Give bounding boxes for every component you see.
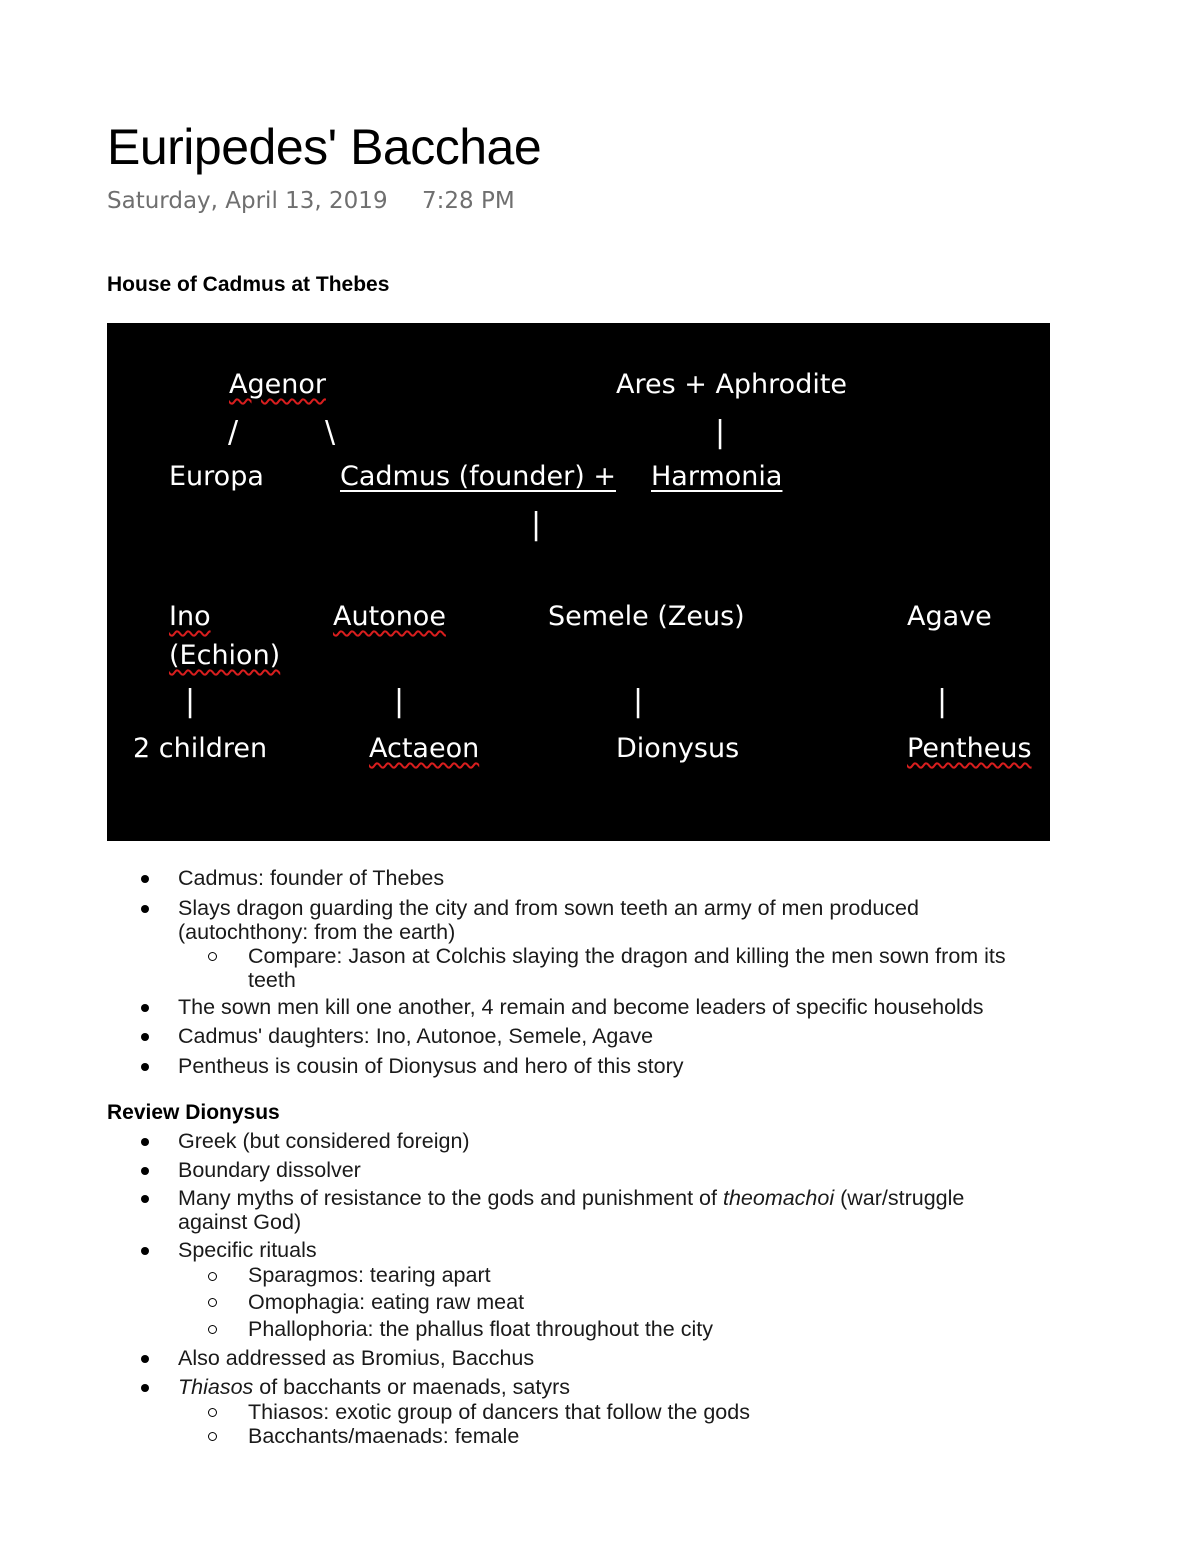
sub-bullet-marker <box>208 1272 217 1281</box>
bullet-marker <box>141 1063 149 1071</box>
tree-connector-ares: | <box>715 415 726 450</box>
text-fragment: (war/struggle <box>834 1186 965 1210</box>
list-item-theomachoi-cont: against God) <box>178 1210 302 1234</box>
sub-item-thiasos-definition: Thiasos: exotic group of dancers that follow the gods <box>248 1400 750 1424</box>
page-title: Euripedes' Bacchae <box>107 119 542 175</box>
bullet-marker <box>141 875 149 883</box>
bullet-marker <box>141 905 149 913</box>
text-fragment: of bacchants or maenads, satyrs <box>253 1375 570 1399</box>
tree-cadmus: Cadmus (founder) + <box>340 461 616 492</box>
bullet-marker <box>141 1033 149 1041</box>
list-item-thiasos <box>178 1375 570 1399</box>
sub-bullet-marker <box>208 1325 217 1334</box>
list-item-boundary-dissolver: Boundary dissolver <box>178 1158 361 1182</box>
list-item-theomachoi <box>178 1186 964 1210</box>
sub-item-compare-jason: Compare: Jason at Colchis slaying the dragon and killing the men sown from its <box>248 944 1006 968</box>
list-item-specific-rituals: Specific rituals <box>178 1238 317 1262</box>
bullet-marker <box>141 1355 149 1363</box>
bullet-marker <box>141 1138 149 1146</box>
bullet-marker <box>141 1247 149 1255</box>
sub-bullet-marker <box>208 1298 217 1307</box>
sub-item-bacchants-clipped: Bacchants/maenads: female <box>248 1428 520 1448</box>
sub-bullet-marker <box>208 952 217 961</box>
text-fragment: Many myths of resistance to the gods and punishment of <box>178 1186 723 1210</box>
emphasis-thiasos: Thiasos <box>178 1375 254 1399</box>
list-item-bromius: Also addressed as Bromius, Bacchus <box>178 1346 535 1370</box>
list-item-daughters: Cadmus' daughters: Ino, Autonoe, Semele, Agave <box>178 1024 654 1048</box>
tree-semele: Semele (Zeus) <box>548 601 745 632</box>
sub-item-compare-jason-cont: teeth <box>248 968 296 992</box>
tree-connector-cadmus: | <box>531 507 542 542</box>
tree-connector-autonoe: | <box>394 684 405 719</box>
family-tree-image <box>107 323 1050 841</box>
sub-item-omophagia: Omophagia: eating raw meat <box>248 1290 525 1314</box>
bullet-marker <box>141 1384 149 1392</box>
sub-bullet-marker <box>208 1432 217 1441</box>
sub-item-phallophoria: Phallophoria: the phallus float throughout the city <box>248 1317 713 1341</box>
tree-connector-ino: | <box>185 684 196 719</box>
tree-connector-slash-right: \ <box>325 415 336 450</box>
section-heading-house-of-cadmus: House of Cadmus at Thebes <box>107 273 390 296</box>
bullet-marker <box>141 1167 149 1175</box>
section-heading-review-dionysus: Review Dionysus <box>107 1101 280 1124</box>
list-item-slays-dragon: Slays dragon guarding the city and from sown teeth an army of men produced <box>178 896 919 920</box>
tree-harmonia: Harmonia <box>651 461 783 492</box>
emphasis-theomachoi: theomachoi <box>722 1186 835 1210</box>
tree-connector-agave: | <box>937 684 948 719</box>
tree-ino: Ino <box>169 601 211 632</box>
tree-pentheus: Pentheus <box>907 733 1032 764</box>
list-item-cadmus-founder: Cadmus: founder of Thebes <box>178 866 445 890</box>
page-date: Saturday, April 13, 2019 <box>107 188 388 214</box>
tree-echion: (Echion) <box>169 640 281 671</box>
list-item-slays-dragon-cont: (autochthony: from the earth) <box>178 920 456 944</box>
tree-agave: Agave <box>907 601 992 632</box>
tree-europa: Europa <box>169 461 264 492</box>
sub-item-sparagmos: Sparagmos: tearing apart <box>248 1263 491 1287</box>
tree-ares-aphrodite: Ares + Aphrodite <box>616 369 848 400</box>
tree-agenor: Agenor <box>229 369 326 400</box>
tree-connector-semele: | <box>633 684 644 719</box>
tree-connector-slash-left: / <box>228 415 239 450</box>
page-time: 7:28 PM <box>422 188 515 214</box>
tree-two-children: 2 children <box>133 733 268 764</box>
list-item-greek: Greek (but considered foreign) <box>178 1129 470 1153</box>
list-item-sown-men: The sown men kill one another, 4 remain and become leaders of specific households <box>178 995 984 1019</box>
bullet-marker <box>141 1195 149 1203</box>
bullet-marker <box>141 1004 149 1012</box>
clipped-overflow-line <box>0 1428 1200 1448</box>
tree-actaeon: Actaeon <box>369 733 480 764</box>
tree-dionysus: Dionysus <box>616 733 740 764</box>
sub-bullet-marker <box>208 1408 217 1417</box>
list-item-pentheus: Pentheus is cousin of Dionysus and hero of this story <box>178 1054 684 1078</box>
tree-autonoe: Autonoe <box>333 601 446 632</box>
